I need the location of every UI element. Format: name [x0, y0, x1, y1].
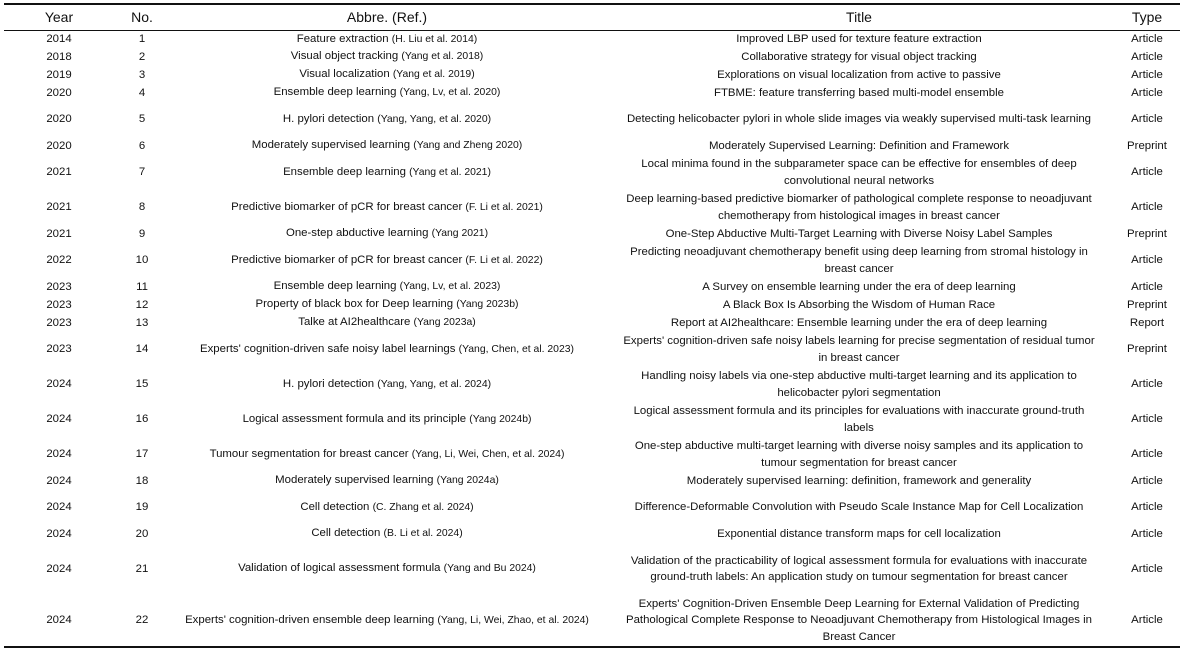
- cell-no: 3: [138, 68, 146, 81]
- cell-year: 2024: [46, 378, 72, 391]
- abbreviation-text: Logical assessment formula and its principle: [242, 412, 467, 425]
- cell-title: Validation of the practicability of logical assessment formula for evaluations with inaccurate ground-truth labels: An application study on tumour segmentation for breast cancer: [630, 554, 1088, 584]
- cell-no: 1: [138, 33, 146, 45]
- cell-type: Article: [1131, 378, 1163, 391]
- cell-year: 2021: [46, 201, 72, 214]
- reference-citation: (Yang 2024b): [469, 413, 532, 425]
- cell-abbreviation: [170, 367, 604, 402]
- header-row: [4, 4, 1180, 30]
- cell-type: Article: [1131, 501, 1163, 514]
- cell-type: Article: [1131, 166, 1163, 179]
- cell-type: Article: [1131, 86, 1163, 99]
- reference-citation: (Yang and Zheng 2020): [413, 140, 523, 152]
- abbreviation-text: Talke at AI2healthcare: [298, 316, 411, 329]
- cell-title: Detecting helicobacter pylori in whole slide images via weakly supervised multi-task learning: [626, 113, 1092, 126]
- abbreviation-text: Visual object tracking: [290, 50, 399, 63]
- cell-title: One-step abductive multi-target learning with diverse noisy samples and its application to tumour segmentation for breast cancer: [634, 440, 1084, 469]
- cell-abbreviation: [170, 402, 604, 437]
- cell-type: Article: [1131, 474, 1163, 487]
- cell-no: 11: [136, 280, 148, 293]
- cell-type: Article: [1131, 33, 1163, 45]
- cell-year: 2024: [46, 527, 72, 540]
- cell-abbreviation: [170, 525, 604, 543]
- reference-citation: (Yang, Yang, et al. 2024): [377, 378, 492, 390]
- abbreviation-text: Ensemble deep learning: [273, 280, 397, 293]
- cell-no: 18: [135, 474, 149, 487]
- abbreviation-text: Feature extraction: [296, 32, 389, 45]
- cell-year: 2018: [46, 50, 72, 63]
- cell-title: Logical assessment formula and its principles for evaluations with inaccurate ground-truth labels: [633, 405, 1085, 434]
- reference-citation: (Yang 2021): [431, 228, 489, 240]
- reference-citation: (Yang 2023b): [456, 299, 519, 311]
- cell-title: Deep learning-based predictive biomarker of pathological complete response to neoadjuvant chemotherapy from histological images in breast cancer: [626, 193, 1092, 222]
- cell-title: One-Step Abductive Multi-Target Learning with Diverse Noisy Label Samples: [665, 227, 1053, 240]
- cell-no: 22: [114, 595, 170, 647]
- cell-title: Predicting neoadjuvant chemotherapy benefit using deep learning from stromal histology in breast cancer: [630, 246, 1088, 275]
- reference-citation: (Yang 2023a): [413, 317, 476, 329]
- cell-abbreviation: [170, 437, 604, 472]
- cell-no: 13: [135, 316, 149, 329]
- cell-abbreviation: [170, 490, 604, 525]
- cell-no: 16: [135, 413, 149, 426]
- abbreviation-text: Experts' cognition-driven ensemble deep learning: [185, 613, 435, 626]
- cell-title: A Survey on ensemble learning under the era of deep learning: [702, 280, 1016, 293]
- cell-no: 4: [138, 86, 146, 99]
- cell-title: Report at AI2healthcare: Ensemble learning under the era of deep learning: [670, 316, 1048, 329]
- cell-year: 2021: [46, 227, 72, 240]
- table-row: [4, 595, 1180, 647]
- reference-citation: (H. Liu et al. 2014): [391, 33, 478, 45]
- cell-title: Local minima found in the subparameter space can be effective for ensembles of deep convolutional neural networks: [641, 158, 1077, 187]
- table-row: [4, 332, 1180, 367]
- cell-type: Article: [1131, 113, 1163, 126]
- publication-table-container: [4, 3, 1180, 648]
- abbreviation-text: Moderately supervised learning: [275, 474, 434, 487]
- table-row: [4, 84, 1180, 102]
- reference-citation: (Yang et al. 2021): [409, 166, 491, 178]
- header-type: Type: [1114, 4, 1180, 30]
- reference-citation: (Yang et al. 2018): [401, 51, 484, 63]
- cell-no: 6: [138, 139, 146, 152]
- reference-citation: (Yang and Bu 2024): [443, 563, 536, 575]
- cell-title: Moderately Supervised Learning: Definition and Framework: [708, 139, 1010, 152]
- cell-abbreviation: [170, 137, 604, 155]
- abbreviation-text: Ensemble deep learning: [283, 165, 406, 178]
- header-abbreviation: Abbre. (Ref.): [170, 4, 604, 30]
- cell-no: 12: [135, 298, 149, 311]
- cell-type: Article: [1114, 595, 1180, 647]
- publication-table: [4, 3, 1180, 648]
- table-row: [4, 278, 1180, 296]
- cell-title: Experts' cognition-driven safe noisy labels learning for precise segmentation of residual tumor in breast cancer: [623, 335, 1095, 364]
- table-row: [4, 30, 1180, 48]
- cell-type: Article: [1131, 448, 1163, 461]
- abbreviation-text: H. pylori detection: [282, 377, 375, 390]
- cell-title: A Black Box Is Absorbing the Wisdom of Human Race: [722, 298, 996, 311]
- cell-year: 2024: [46, 474, 72, 487]
- cell-title: Improved LBP used for texture feature extraction: [736, 33, 982, 45]
- table-row: [4, 155, 1180, 190]
- header-year: Year: [4, 4, 114, 30]
- cell-no: 20: [135, 527, 149, 540]
- cell-year: 2023: [46, 316, 72, 329]
- cell-title: Collaborative strategy for visual object tracking: [741, 50, 977, 63]
- cell-no: 14: [135, 343, 149, 356]
- abbreviation-text: One-step abductive learning: [285, 227, 429, 240]
- table-row: [4, 525, 1180, 543]
- cell-title: Explorations on visual localization from active to passive: [717, 68, 1001, 81]
- cell-year: 2020: [46, 139, 72, 152]
- cell-year: 2023: [46, 280, 72, 293]
- cell-no: 7: [138, 166, 146, 179]
- cell-no: 15: [135, 378, 149, 391]
- cell-year: 2019: [46, 68, 72, 81]
- cell-type: Article: [1131, 280, 1163, 293]
- table-row: [4, 472, 1180, 490]
- cell-title: Experts' Cognition-Driven Ensemble Deep Learning for External Validation of Predicting Pathological Complete Response to Neoadjuvant Chemotherapy from Histological Images in Breast Cancer: [604, 595, 1114, 647]
- cell-abbreviation: [170, 296, 604, 314]
- cell-type: Article: [1131, 413, 1163, 426]
- abbreviation-text: Predictive biomarker of pCR for breast cancer: [231, 200, 463, 213]
- cell-year: 2024: [4, 595, 114, 647]
- cell-abbreviation: [170, 243, 604, 278]
- cell-type: Article: [1131, 68, 1163, 81]
- cell-abbreviation: [170, 30, 604, 48]
- reference-citation: (C. Zhang et al. 2024): [372, 501, 474, 513]
- cell-year: 2024: [46, 448, 72, 461]
- cell-no: 9: [138, 227, 146, 240]
- abbreviation-text: Validation of logical assessment formula: [238, 562, 441, 575]
- cell-abbreviation: [170, 66, 604, 84]
- reference-citation: (Yang, Chen, et al. 2023): [458, 343, 574, 355]
- table-row: [4, 367, 1180, 402]
- abbreviation-text: Ensemble deep learning: [273, 86, 397, 99]
- cell-abbreviation: [170, 472, 604, 490]
- cell-year: 2023: [46, 298, 72, 311]
- reference-citation: (Yang, Lv, et al. 2020): [399, 87, 501, 99]
- table-row: [4, 225, 1180, 243]
- cell-title: Exponential distance transform maps for cell localization: [717, 527, 1001, 540]
- cell-abbreviation: [170, 543, 604, 595]
- cell-year: 2024: [46, 413, 72, 426]
- abbreviation-text: Cell detection: [300, 500, 370, 513]
- table-row: [4, 137, 1180, 155]
- cell-no: 19: [135, 501, 149, 514]
- cell-no: 8: [138, 201, 146, 214]
- cell-year: 2020: [46, 113, 72, 126]
- table-row: [4, 402, 1180, 437]
- cell-abbreviation: [170, 48, 604, 66]
- cell-type: Article: [1131, 562, 1163, 575]
- cell-abbreviation: [170, 314, 604, 332]
- cell-abbreviation: [170, 332, 604, 367]
- cell-year: 2024: [46, 501, 72, 514]
- cell-no: 10: [135, 254, 149, 267]
- cell-year: 2024: [46, 562, 72, 575]
- table-row: [4, 314, 1180, 332]
- cell-year: 2014: [46, 33, 72, 45]
- cell-year: 2021: [46, 166, 72, 179]
- cell-no: 2: [138, 50, 146, 63]
- reference-citation: (Yang, Yang, et al. 2020): [377, 113, 492, 125]
- cell-year: 2023: [46, 343, 72, 356]
- table-row: [4, 437, 1180, 472]
- cell-type: Article: [1131, 254, 1163, 267]
- cell-type: Preprint: [1127, 139, 1167, 152]
- table-row: [4, 543, 1180, 595]
- table-row: [4, 490, 1180, 525]
- cell-no: 17: [135, 448, 149, 461]
- abbreviation-text: Experts' cognition-driven safe noisy label learnings: [200, 342, 456, 355]
- table-header: [4, 4, 1180, 30]
- cell-type: Preprint: [1127, 227, 1167, 240]
- header-no: No.: [114, 4, 170, 30]
- abbreviation-text: Cell detection: [311, 527, 381, 540]
- cell-type: Article: [1131, 50, 1163, 63]
- cell-type: Preprint: [1127, 298, 1167, 311]
- table-body: [4, 30, 1180, 647]
- reference-citation: (Yang, Lv, et al. 2023): [399, 281, 501, 293]
- reference-citation: (Yang, Li, Wei, Chen, et al. 2024): [411, 448, 565, 460]
- cell-title: FTBME: feature transferring based multi-model ensemble: [714, 86, 1004, 99]
- abbreviation-text: Property of black box for Deep learning: [255, 298, 454, 311]
- cell-no: 5: [138, 113, 146, 126]
- cell-no: 21: [135, 562, 149, 575]
- abbreviation-text: Moderately supervised learning: [251, 139, 411, 152]
- cell-title: Handling noisy labels via one-step abductive multi-target learning and its application to helicobacter pylori segmentation: [641, 370, 1077, 399]
- table-row: [4, 48, 1180, 66]
- reference-citation: (F. Li et al. 2021): [465, 201, 543, 213]
- header-title: Title: [604, 4, 1114, 30]
- reference-citation: (Yang et al. 2019): [392, 69, 475, 81]
- abbreviation-text: H. pylori detection: [282, 112, 375, 125]
- cell-abbreviation: [170, 84, 604, 102]
- cell-abbreviation: [170, 190, 604, 225]
- table-row: [4, 66, 1180, 84]
- cell-abbreviation: [170, 225, 604, 243]
- cell-type: Article: [1131, 201, 1163, 214]
- reference-citation: (Yang 2024a): [436, 475, 499, 487]
- cell-type: Preprint: [1127, 343, 1167, 356]
- table-row: [4, 296, 1180, 314]
- reference-citation: (F. Li et al. 2022): [465, 254, 543, 266]
- cell-abbreviation: [170, 155, 604, 190]
- reference-citation: (Yang, Li, Wei, Zhao, et al. 2024): [437, 614, 589, 626]
- cell-year: 2020: [46, 86, 72, 99]
- cell-abbreviation: [170, 278, 604, 296]
- table-row: [4, 243, 1180, 278]
- cell-abbreviation: [170, 102, 604, 137]
- cell-title: Moderately supervised learning: definition, framework and generality: [686, 474, 1032, 487]
- table-row: [4, 102, 1180, 137]
- cell-title: Difference-Deformable Convolution with Pseudo Scale Instance Map for Cell Localization: [634, 501, 1084, 514]
- cell-type: Article: [1131, 527, 1163, 540]
- table-row: [4, 190, 1180, 225]
- abbreviation-text: Visual localization: [299, 68, 390, 81]
- abbreviation-text: Predictive biomarker of pCR for breast cancer: [231, 253, 463, 266]
- cell-type: Report: [1129, 316, 1165, 329]
- cell-abbreviation: [170, 595, 604, 647]
- abbreviation-text: Tumour segmentation for breast cancer: [209, 447, 409, 460]
- reference-citation: (B. Li et al. 2024): [383, 528, 463, 540]
- cell-year: 2022: [46, 254, 72, 267]
